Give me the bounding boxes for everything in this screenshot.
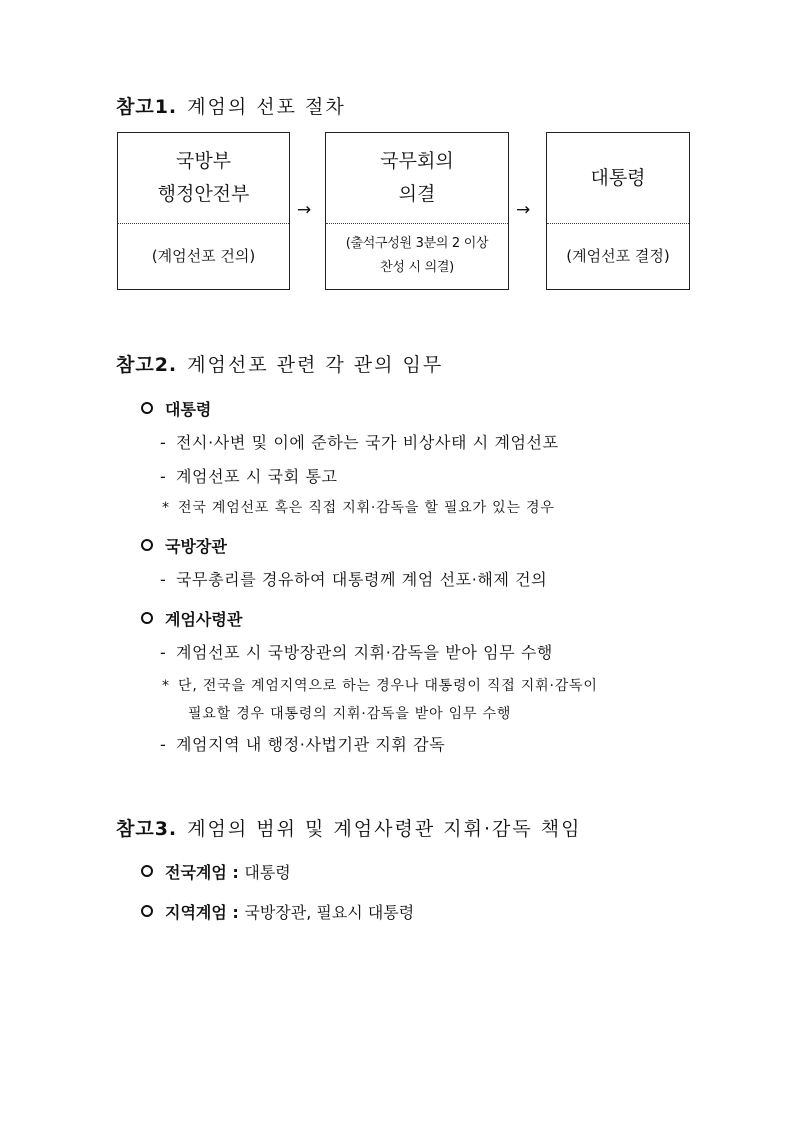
box-proposal-sub: (계엄선포 건의) bbox=[151, 246, 256, 265]
dash-marker: - bbox=[160, 467, 167, 486]
commander-item-2-text: 계엄지역 내 행정·사법기관 지휘 감독 bbox=[176, 735, 446, 754]
president-heading bbox=[141, 397, 211, 420]
arrow-2: → bbox=[516, 200, 531, 220]
scope-item-regional bbox=[141, 900, 414, 923]
commander-note bbox=[162, 675, 598, 695]
box-cabinet bbox=[325, 132, 509, 290]
ref1-heading bbox=[116, 92, 346, 119]
president-note-text: 전국 계엄선포 혹은 직접 지휘·감독을 할 필요가 있는 경우 bbox=[178, 500, 555, 516]
defense-heading bbox=[141, 534, 227, 557]
scope-item-nationwide bbox=[141, 860, 291, 883]
president-note bbox=[162, 497, 555, 517]
defense-item-1-text: 국무총리를 경유하여 대통령께 계엄 선포·해제 건의 bbox=[176, 570, 548, 589]
commander-item-1-text: 계엄선포 시 국방장관의 지휘·감독을 받아 임무 수행 bbox=[176, 643, 553, 662]
scope-item-label: 전국계엄 bbox=[165, 863, 227, 882]
box-proposal-bottom bbox=[118, 223, 289, 289]
box-cabinet-line1: 국무회의 bbox=[380, 150, 454, 172]
scope-item-label: 지역계엄 bbox=[165, 903, 227, 922]
commander-note-line2: 필요할 경우 대통령의 지휘·감독을 받아 임무 수행 bbox=[188, 706, 512, 722]
dash-marker: - bbox=[160, 433, 167, 452]
box-president-top bbox=[547, 133, 689, 224]
asterisk-marker: * bbox=[162, 500, 170, 516]
box-cabinet-sub1: (출석구성원 3분의 2 이상 bbox=[345, 236, 489, 251]
ref3-title: 계엄의 범위 및 계엄사령관 지휘·감독 책임 bbox=[187, 818, 582, 840]
box-president-bottom bbox=[547, 223, 689, 289]
ref1-title: 계엄의 선포 절차 bbox=[187, 96, 346, 118]
box-proposal-line2: 행정안전부 bbox=[157, 183, 250, 205]
dash-marker: - bbox=[160, 735, 167, 754]
scope-item-value: 국방장관, 필요시 대통령 bbox=[244, 903, 415, 922]
box-cabinet-sub2: 찬성 시 의결) bbox=[380, 260, 454, 275]
scope-item-separator: : bbox=[226, 863, 245, 882]
asterisk-marker: * bbox=[162, 678, 170, 694]
commander-item-1 bbox=[160, 640, 553, 663]
ref3-number: 참고3. bbox=[116, 818, 178, 840]
commander-note-cont bbox=[188, 703, 511, 723]
circle-bullet-icon bbox=[141, 402, 153, 414]
dash-marker: - bbox=[160, 643, 167, 662]
president-item-1-text: 전시·사변 및 이에 준하는 국가 비상사태 시 계엄선포 bbox=[176, 433, 559, 452]
commander-note-line1: 단, 전국을 계엄지역으로 하는 경우나 대통령이 직접 지휘·감독이 bbox=[178, 678, 598, 694]
ref3-heading bbox=[116, 814, 581, 841]
ref1-number: 참고1. bbox=[116, 96, 178, 118]
defense-item-1 bbox=[160, 567, 547, 590]
president-item-2 bbox=[160, 464, 338, 487]
box-proposal-line1: 국방부 bbox=[175, 150, 232, 172]
ref2-title: 계엄선포 관련 각 관의 임무 bbox=[187, 354, 444, 376]
box-cabinet-line2: 의결 bbox=[398, 183, 436, 205]
president-item-1 bbox=[160, 430, 559, 453]
box-cabinet-top bbox=[326, 133, 508, 224]
ref2-number: 참고2. bbox=[116, 354, 178, 376]
ref2-heading bbox=[116, 350, 443, 377]
scope-item-value: 대통령 bbox=[244, 863, 291, 882]
circle-bullet-icon bbox=[141, 865, 153, 877]
commander-item-2 bbox=[160, 732, 445, 755]
box-president bbox=[546, 132, 690, 290]
box-proposal bbox=[117, 132, 290, 290]
circle-bullet-icon bbox=[141, 539, 153, 551]
circle-bullet-icon bbox=[141, 905, 153, 917]
dash-marker: - bbox=[160, 570, 167, 589]
circle-bullet-icon bbox=[141, 612, 153, 624]
box-proposal-top bbox=[118, 133, 289, 224]
scope-item-separator: : bbox=[226, 903, 245, 922]
box-president-sub: (계엄선포 결정) bbox=[566, 246, 670, 265]
defense-heading-text: 국방장관 bbox=[165, 537, 227, 556]
box-president-line1: 대통령 bbox=[590, 166, 646, 189]
president-item-2-text: 계엄선포 시 국회 통고 bbox=[176, 467, 338, 486]
commander-heading bbox=[141, 607, 242, 630]
arrow-1: → bbox=[297, 200, 312, 220]
president-heading-text: 대통령 bbox=[165, 400, 212, 419]
commander-heading-text: 계엄사령관 bbox=[165, 610, 243, 629]
box-cabinet-bottom bbox=[326, 223, 508, 289]
